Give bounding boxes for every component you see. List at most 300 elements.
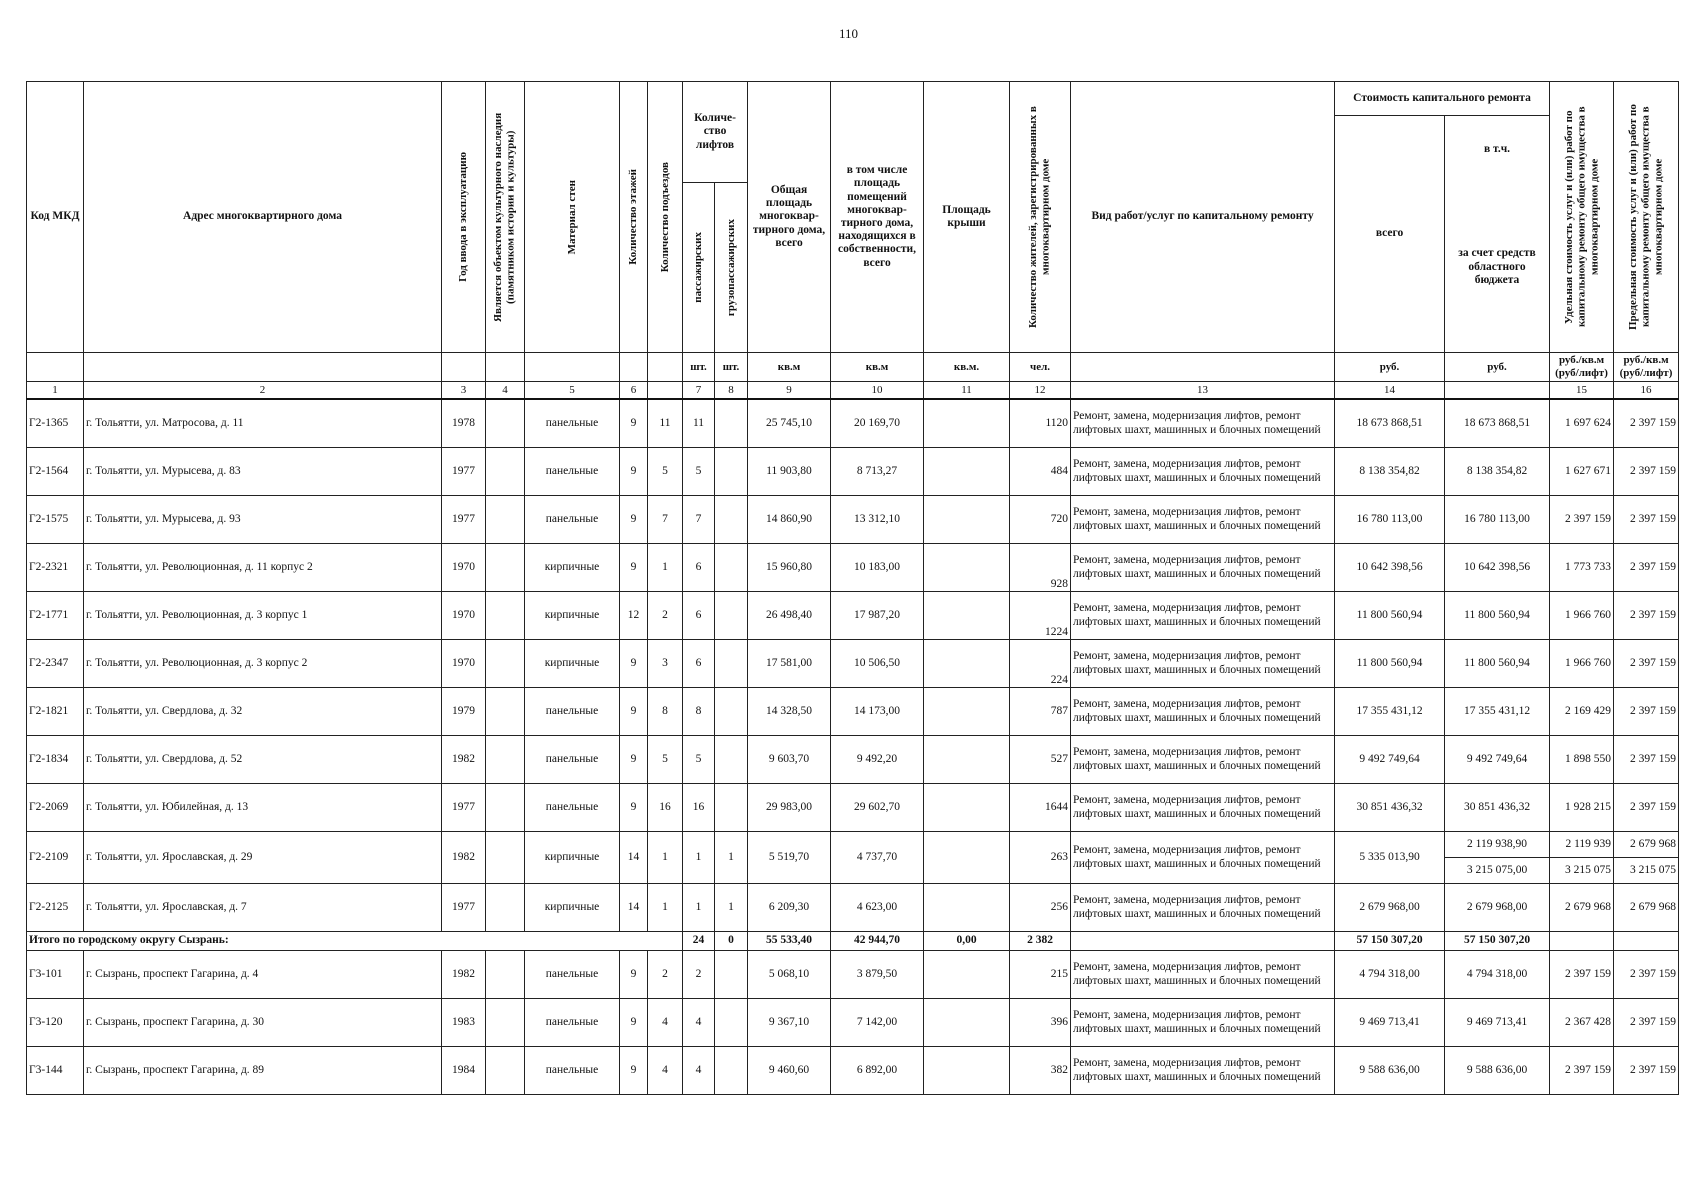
header-residents: Количество жителей, зарегистрированных в многоквартирном доме (1010, 82, 1071, 353)
mkd-code: Г2-2069 (27, 784, 84, 832)
address: г. Тольятти, ул. Юбилейная, д. 13 (84, 784, 442, 832)
heritage (486, 592, 525, 640)
roof-area (924, 999, 1010, 1047)
mkd-code: Г2-1834 (27, 736, 84, 784)
floors: 9 (620, 640, 648, 688)
wall-material: панельные (525, 448, 620, 496)
passenger-lifts: 6 (683, 592, 715, 640)
passenger-lifts: 4 (683, 999, 715, 1047)
wall-material: кирпичные (525, 640, 620, 688)
freight-lifts (715, 448, 748, 496)
work-type: Ремонт, замена, модернизация лифтов, ремонт лифтовых шахт, машинных и блочных помещений (1071, 832, 1335, 884)
cost-total: 16 780 113,00 (1335, 496, 1445, 544)
cost-total: 11 800 560,94 (1335, 640, 1445, 688)
unit-cost: 1 966 760 (1550, 592, 1614, 640)
address: г. Тольятти, ул. Ярославская, д. 29 (84, 832, 442, 884)
mkd-code: Г2-2321 (27, 544, 84, 592)
header-floors: Количество этажей (620, 82, 648, 353)
column-number: 15 (1550, 382, 1614, 400)
total-work (1071, 932, 1335, 951)
unit-cost: 2 397 159 (1550, 496, 1614, 544)
table-row (27, 1047, 1679, 1095)
cost-total: 4 794 318,00 (1335, 951, 1445, 999)
unit-rub-1: руб. (1335, 353, 1445, 382)
table-row (27, 496, 1679, 544)
entrances: 5 (648, 736, 683, 784)
header-unit-cost: Удельная стоимость услуг и (или) работ по капитальному ремонту общего имущества в многоквартирном доме (1550, 82, 1614, 353)
wall-material: панельные (525, 999, 620, 1047)
freight-lifts (715, 640, 748, 688)
work-type: Ремонт, замена, модернизация лифтов, ремонт лифтовых шахт, машинных и блочных помещений (1071, 399, 1335, 448)
total-area: 9 460,60 (748, 1047, 831, 1095)
header-roof: Площадь крыши (924, 82, 1010, 353)
residents: 1224 (1010, 592, 1071, 640)
total-area: 55 533,40 (748, 932, 831, 951)
cost-total: 18 673 868,51 (1335, 399, 1445, 448)
heritage (486, 640, 525, 688)
total-area: 9 603,70 (748, 736, 831, 784)
freight-lifts (715, 1047, 748, 1095)
mkd-code: Г2-2125 (27, 884, 84, 932)
max-cost: 2 679 968 (1614, 832, 1679, 858)
cost-budget: 2 679 968,00 (1445, 884, 1550, 932)
header-max-cost: Предельная стоимость услуг и (или) работ по капитальному ремонту общего имущества в многоквартирном доме (1614, 82, 1679, 353)
address: г. Сызрань, проспект Гагарина, д. 89 (84, 1047, 442, 1095)
cost-budget: 11 800 560,94 (1445, 592, 1550, 640)
cost-budget: 30 851 436,32 (1445, 784, 1550, 832)
total-row (27, 932, 1679, 951)
total-area: 15 960,80 (748, 544, 831, 592)
address: г. Тольятти, ул. Мурысева, д. 93 (84, 496, 442, 544)
cost-total: 17 355 431,12 (1335, 688, 1445, 736)
cost-budget: 17 355 431,12 (1445, 688, 1550, 736)
max-cost: 2 397 159 (1614, 951, 1679, 999)
max-cost: 2 397 159 (1614, 496, 1679, 544)
wall-material: панельные (525, 784, 620, 832)
total-area: 17 581,00 (748, 640, 831, 688)
passenger-lifts: 5 (683, 448, 715, 496)
cost-budget: 2 119 938,90 (1445, 832, 1550, 858)
total-owned-area: 42 944,70 (831, 932, 924, 951)
wall-material: панельные (525, 1047, 620, 1095)
total-residents: 2 382 (1010, 932, 1071, 951)
owned-area: 8 713,27 (831, 448, 924, 496)
floors: 9 (620, 448, 648, 496)
heritage (486, 784, 525, 832)
column-number (648, 382, 683, 400)
address: г. Тольятти, ул. Революционная, д. 11 корпус 2 (84, 544, 442, 592)
column-number: 14 (1335, 382, 1445, 400)
wall-material: кирпичные (525, 884, 620, 932)
unit-cost: 1 627 671 (1550, 448, 1614, 496)
mkd-code: Г2-1365 (27, 399, 84, 448)
table-row (27, 544, 1679, 592)
total-label: Итого по городскому округу Сызрань: (27, 932, 683, 951)
wall-material: кирпичные (525, 544, 620, 592)
table-row (27, 448, 1679, 496)
unit-cost: 1 966 760 (1550, 640, 1614, 688)
work-type: Ремонт, замена, модернизация лифтов, ремонт лифтовых шахт, машинных и блочных помещений (1071, 592, 1335, 640)
mkd-code: Г2-2109 (27, 832, 84, 884)
address: г. Тольятти, ул. Ярославская, д. 7 (84, 884, 442, 932)
residents: 1644 (1010, 784, 1071, 832)
work-type: Ремонт, замена, модернизация лифтов, ремонт лифтовых шахт, машинных и блочных помещений (1071, 736, 1335, 784)
floors: 9 (620, 496, 648, 544)
owned-area: 3 879,50 (831, 951, 924, 999)
work-type: Ремонт, замена, модернизация лифтов, ремонт лифтовых шахт, машинных и блочных помещений (1071, 884, 1335, 932)
header-cost: Стоимость капитального ремонта (1335, 82, 1550, 116)
owned-area: 20 169,70 (831, 399, 924, 448)
entrances: 4 (648, 1047, 683, 1095)
floors: 9 (620, 784, 648, 832)
roof-area (924, 688, 1010, 736)
total-area: 14 328,50 (748, 688, 831, 736)
header-kod: Код МКД (27, 82, 84, 353)
entrances: 1 (648, 832, 683, 884)
cost-total: 9 588 636,00 (1335, 1047, 1445, 1095)
owned-area: 29 602,70 (831, 784, 924, 832)
freight-lifts (715, 592, 748, 640)
unit-rub-kvm-2: руб./кв.м (руб/лифт) (1614, 353, 1679, 382)
freight-lifts (715, 999, 748, 1047)
column-number: 16 (1614, 382, 1679, 400)
table-row (27, 832, 1679, 858)
residents: 787 (1010, 688, 1071, 736)
unit-cost: 1 773 733 (1550, 544, 1614, 592)
table-row (27, 784, 1679, 832)
owned-area: 4 623,00 (831, 884, 924, 932)
work-type: Ремонт, замена, модернизация лифтов, ремонт лифтовых шахт, машинных и блочных помещений (1071, 544, 1335, 592)
unit-sht-2: шт. (715, 353, 748, 382)
total-budget: 57 150 307,20 (1445, 932, 1550, 951)
address: г. Сызрань, проспект Гагарина, д. 30 (84, 999, 442, 1047)
table-row (27, 884, 1679, 932)
floors: 9 (620, 688, 648, 736)
passenger-lifts: 6 (683, 640, 715, 688)
freight-lifts: 1 (715, 832, 748, 884)
max-cost: 2 397 159 (1614, 399, 1679, 448)
unit-cost: 3 215 075 (1550, 858, 1614, 884)
unit-chel: чел. (1010, 353, 1071, 382)
residents: 256 (1010, 884, 1071, 932)
work-type: Ремонт, замена, модернизация лифтов, ремонт лифтовых шахт, машинных и блочных помещений (1071, 448, 1335, 496)
work-type: Ремонт, замена, модернизация лифтов, ремонт лифтовых шахт, машинных и блочных помещений (1071, 999, 1335, 1047)
owned-area: 17 987,20 (831, 592, 924, 640)
mkd-code: Г2-2347 (27, 640, 84, 688)
header-lifts: Количе- ство лифтов (683, 82, 748, 183)
unit-cost: 2 367 428 (1550, 999, 1614, 1047)
unit-cost: 1 928 215 (1550, 784, 1614, 832)
year: 1978 (442, 399, 486, 448)
owned-area: 10 183,00 (831, 544, 924, 592)
mkd-code: Г2-1564 (27, 448, 84, 496)
total-area: 14 860,90 (748, 496, 831, 544)
header-work: Вид работ/услуг по капитальному ремонту (1071, 82, 1335, 353)
entrances: 4 (648, 999, 683, 1047)
cost-budget: 18 673 868,51 (1445, 399, 1550, 448)
table-row (27, 399, 1679, 448)
roof-area (924, 544, 1010, 592)
entrances: 3 (648, 640, 683, 688)
unit-rub-2: руб. (1445, 353, 1550, 382)
max-cost: 2 397 159 (1614, 688, 1679, 736)
header-year: Год ввода в эксплуатацию (442, 82, 486, 353)
passenger-lifts: 16 (683, 784, 715, 832)
residents: 484 (1010, 448, 1071, 496)
max-cost: 3 215 075 (1614, 858, 1679, 884)
freight-lifts (715, 544, 748, 592)
total-area: 11 903,80 (748, 448, 831, 496)
cost-budget: 9 588 636,00 (1445, 1047, 1550, 1095)
freight-lifts (715, 736, 748, 784)
total-area: 29 983,00 (748, 784, 831, 832)
work-type: Ремонт, замена, модернизация лифтов, ремонт лифтовых шахт, машинных и блочных помещений (1071, 640, 1335, 688)
column-number: 12 (1010, 382, 1071, 400)
cost-total: 5 335 013,90 (1335, 832, 1445, 884)
header-entrances: Количество подъездов (648, 82, 683, 353)
heritage (486, 688, 525, 736)
column-number: 3 (442, 382, 486, 400)
max-cost: 2 397 159 (1614, 640, 1679, 688)
year: 1977 (442, 884, 486, 932)
cost-budget: 4 794 318,00 (1445, 951, 1550, 999)
unit-kvm-2: кв.м (831, 353, 924, 382)
entrances: 1 (648, 884, 683, 932)
entrances: 8 (648, 688, 683, 736)
header-passenger: пассажирских (683, 183, 715, 353)
max-cost: 2 397 159 (1614, 592, 1679, 640)
column-number: 7 (683, 382, 715, 400)
address: г. Сызрань, проспект Гагарина, д. 4 (84, 951, 442, 999)
header-cost-incl: в т.ч. (1445, 116, 1550, 183)
cost-budget: 11 800 560,94 (1445, 640, 1550, 688)
heritage (486, 496, 525, 544)
wall-material: кирпичные (525, 832, 620, 884)
residents: 1120 (1010, 399, 1071, 448)
year: 1982 (442, 951, 486, 999)
floors: 9 (620, 951, 648, 999)
passenger-lifts: 1 (683, 884, 715, 932)
table-row (27, 592, 1679, 640)
column-number: 6 (620, 382, 648, 400)
residents: 263 (1010, 832, 1071, 884)
year: 1984 (442, 1047, 486, 1095)
cost-total: 10 642 398,56 (1335, 544, 1445, 592)
header-heritage: Является объектом культурного наследия (памятником истории и культуры) (486, 82, 525, 353)
roof-area (924, 640, 1010, 688)
freight-lifts (715, 688, 748, 736)
passenger-lifts: 11 (683, 399, 715, 448)
table-row (27, 688, 1679, 736)
unit-cost: 2 397 159 (1550, 1047, 1614, 1095)
wall-material: панельные (525, 496, 620, 544)
entrances: 11 (648, 399, 683, 448)
cost-total: 9 492 749,64 (1335, 736, 1445, 784)
wall-material: панельные (525, 399, 620, 448)
work-type: Ремонт, замена, модернизация лифтов, ремонт лифтовых шахт, машинных и блочных помещений (1071, 688, 1335, 736)
column-number: 13 (1071, 382, 1335, 400)
unit-kvm-1: кв.м (748, 353, 831, 382)
roof-area (924, 832, 1010, 884)
entrances: 7 (648, 496, 683, 544)
floors: 14 (620, 832, 648, 884)
year: 1970 (442, 640, 486, 688)
owned-area: 13 312,10 (831, 496, 924, 544)
table-row (27, 736, 1679, 784)
owned-area: 7 142,00 (831, 999, 924, 1047)
header-cost-budget: за счет средств областного бюджета (1445, 183, 1550, 353)
heritage (486, 544, 525, 592)
heritage (486, 448, 525, 496)
freight-lifts: 1 (715, 884, 748, 932)
cost-budget: 3 215 075,00 (1445, 858, 1550, 884)
residents: 396 (1010, 999, 1071, 1047)
total-max (1614, 932, 1679, 951)
work-type: Ремонт, замена, модернизация лифтов, ремонт лифтовых шахт, машинных и блочных помещений (1071, 951, 1335, 999)
passenger-lifts: 4 (683, 1047, 715, 1095)
passenger-lifts: 8 (683, 688, 715, 736)
floors: 9 (620, 999, 648, 1047)
floors: 9 (620, 399, 648, 448)
heritage (486, 399, 525, 448)
mkd-code: Г2-1575 (27, 496, 84, 544)
capital-repair-table (26, 81, 1679, 1095)
cost-budget: 9 492 749,64 (1445, 736, 1550, 784)
year: 1982 (442, 832, 486, 884)
cost-budget: 9 469 713,41 (1445, 999, 1550, 1047)
roof-area (924, 496, 1010, 544)
column-number: 5 (525, 382, 620, 400)
work-type: Ремонт, замена, модернизация лифтов, ремонт лифтовых шахт, машинных и блочных помещений (1071, 496, 1335, 544)
total-area: 5 068,10 (748, 951, 831, 999)
roof-area (924, 884, 1010, 932)
unit-cost: 2 169 429 (1550, 688, 1614, 736)
cost-budget: 8 138 354,82 (1445, 448, 1550, 496)
year: 1977 (442, 496, 486, 544)
wall-material: панельные (525, 736, 620, 784)
heritage (486, 884, 525, 932)
table-row (27, 640, 1679, 688)
max-cost: 2 397 159 (1614, 544, 1679, 592)
floors: 9 (620, 544, 648, 592)
roof-area (924, 1047, 1010, 1095)
unit-cost: 2 119 939 (1550, 832, 1614, 858)
cost-total: 9 469 713,41 (1335, 999, 1445, 1047)
heritage (486, 951, 525, 999)
unit-rub-kvm-1: руб./кв.м (руб/лифт) (1550, 353, 1614, 382)
unit-cost: 2 397 159 (1550, 951, 1614, 999)
column-number: 2 (84, 382, 442, 400)
floors: 9 (620, 736, 648, 784)
freight-lifts (715, 951, 748, 999)
unit-sht-1: шт. (683, 353, 715, 382)
work-type: Ремонт, замена, модернизация лифтов, ремонт лифтовых шахт, машинных и блочных помещений (1071, 1047, 1335, 1095)
max-cost: 2 679 968 (1614, 884, 1679, 932)
total-roof-area: 0,00 (924, 932, 1010, 951)
address: г. Тольятти, ул. Свердлова, д. 52 (84, 736, 442, 784)
residents: 382 (1010, 1047, 1071, 1095)
year: 1983 (442, 999, 486, 1047)
residents: 215 (1010, 951, 1071, 999)
entrances: 1 (648, 544, 683, 592)
address: г. Тольятти, ул. Революционная, д. 3 корпус 2 (84, 640, 442, 688)
column-number: 4 (486, 382, 525, 400)
work-type: Ремонт, замена, модернизация лифтов, ремонт лифтовых шахт, машинных и блочных помещений (1071, 784, 1335, 832)
total-passenger-lifts: 24 (683, 932, 715, 951)
header-address: Адрес многоквартирного дома (84, 82, 442, 353)
page-number: 110 (838, 26, 859, 41)
address: г. Тольятти, ул. Свердлова, д. 32 (84, 688, 442, 736)
passenger-lifts: 2 (683, 951, 715, 999)
entrances: 2 (648, 951, 683, 999)
floors: 12 (620, 592, 648, 640)
floors: 9 (620, 1047, 648, 1095)
heritage (486, 832, 525, 884)
header-freight: грузопассажирских (715, 183, 748, 353)
cost-total: 2 679 968,00 (1335, 884, 1445, 932)
header-total-area: Общая площадь многоквар- тирного дома, всего (748, 82, 831, 353)
max-cost: 2 397 159 (1614, 1047, 1679, 1095)
total-area: 9 367,10 (748, 999, 831, 1047)
unit-cost: 1 697 624 (1550, 399, 1614, 448)
freight-lifts (715, 784, 748, 832)
roof-area (924, 951, 1010, 999)
owned-area: 9 492,20 (831, 736, 924, 784)
residents: 224 (1010, 640, 1071, 688)
owned-area: 14 173,00 (831, 688, 924, 736)
owned-area: 4 737,70 (831, 832, 924, 884)
freight-lifts (715, 496, 748, 544)
max-cost: 2 397 159 (1614, 784, 1679, 832)
column-number (1445, 382, 1550, 400)
mkd-code: Г3-101 (27, 951, 84, 999)
table-row (27, 999, 1679, 1047)
cost-budget: 10 642 398,56 (1445, 544, 1550, 592)
entrances: 5 (648, 448, 683, 496)
cost-budget: 16 780 113,00 (1445, 496, 1550, 544)
year: 1977 (442, 448, 486, 496)
wall-material: панельные (525, 688, 620, 736)
residents: 720 (1010, 496, 1071, 544)
unit-kvm-3: кв.м. (924, 353, 1010, 382)
wall-material: кирпичные (525, 592, 620, 640)
owned-area: 10 506,50 (831, 640, 924, 688)
mkd-code: Г2-1771 (27, 592, 84, 640)
passenger-lifts: 1 (683, 832, 715, 884)
entrances: 2 (648, 592, 683, 640)
max-cost: 2 397 159 (1614, 736, 1679, 784)
column-number: 10 (831, 382, 924, 400)
column-number: 9 (748, 382, 831, 400)
column-number: 1 (27, 382, 84, 400)
total-unit (1550, 932, 1614, 951)
mkd-code: Г3-144 (27, 1047, 84, 1095)
mkd-code: Г2-1821 (27, 688, 84, 736)
max-cost: 2 397 159 (1614, 448, 1679, 496)
column-number: 8 (715, 382, 748, 400)
roof-area (924, 399, 1010, 448)
address: г. Тольятти, ул. Мурысева, д. 83 (84, 448, 442, 496)
address: г. Тольятти, ул. Матросова, д. 11 (84, 399, 442, 448)
total-freight-lifts: 0 (715, 932, 748, 951)
table-row (27, 951, 1679, 999)
passenger-lifts: 5 (683, 736, 715, 784)
entrances: 16 (648, 784, 683, 832)
wall-material: панельные (525, 951, 620, 999)
header-owned-area: в том числе площадь помещений многоквар- тирного дома, находящихся в собственности, всего (831, 82, 924, 353)
year: 1977 (442, 784, 486, 832)
residents: 928 (1010, 544, 1071, 592)
